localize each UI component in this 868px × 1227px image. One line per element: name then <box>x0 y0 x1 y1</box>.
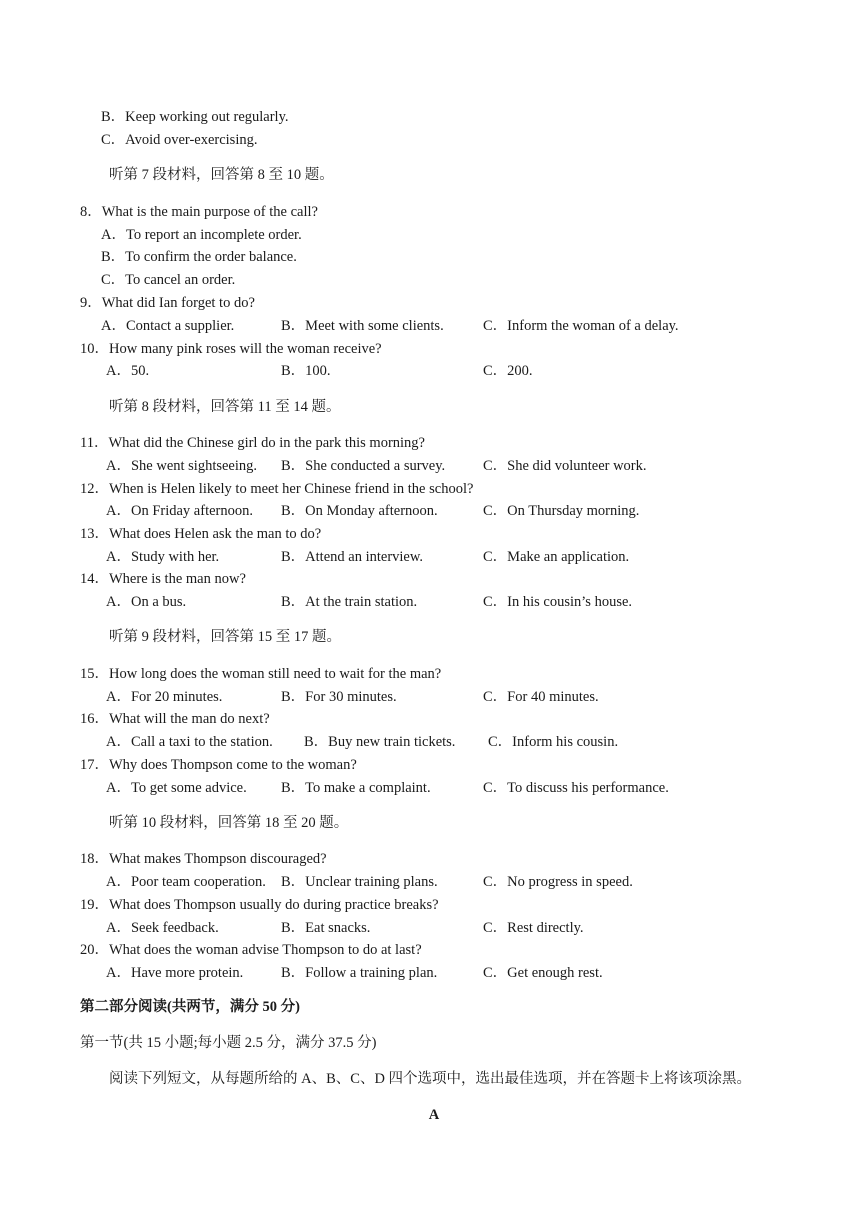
q17-option-b: B．To make a complaint. <box>281 780 431 796</box>
q16-option-c: C．Inform his cousin. <box>488 734 619 750</box>
question-8: 8．What is the main purpose of the call? <box>80 204 318 220</box>
question-15: 15．How long does the woman still need to wait for the man? <box>80 666 442 682</box>
q9-option-b: B．Meet with some clients. <box>281 318 444 334</box>
question-19: 19．What does Thompson usually do during practice breaks? <box>80 897 439 913</box>
q14-option-b: B．At the train station. <box>281 594 418 610</box>
q15-option-c: C．For 40 minutes. <box>483 689 599 705</box>
q16-option-a: A．Call a taxi to the station. <box>106 734 273 750</box>
q15-option-a: A．For 20 minutes. <box>106 689 223 705</box>
part-two-section-one: 第一节(共 15 小题;每小题 2.5 分，满分 37.5 分) <box>80 1035 377 1051</box>
q8-option-a: A．To report an incomplete order. <box>101 227 302 243</box>
question-10: 10．How many pink roses will the woman receive? <box>80 341 382 357</box>
question-11: 11．What did the Chinese girl do in the park this morning? <box>80 435 425 451</box>
question-13: 13．What does Helen ask the man to do? <box>80 526 322 542</box>
q13-option-b: B．Attend an interview. <box>281 549 424 565</box>
reading-instruction: 阅读下列短文，从每题所给的 A、B、C、D 四个选项中，选出最佳选项，并在答题卡上将该项涂黑。 <box>109 1071 752 1087</box>
q11-option-c: C．She did volunteer work. <box>483 458 647 474</box>
q17-option-c: C．To discuss his performance. <box>483 780 669 796</box>
question-14: 14．Where is the man now? <box>80 571 246 587</box>
q17-option-a: A．To get some advice. <box>106 780 247 796</box>
q10-option-a: A．50. <box>106 363 150 379</box>
q13-option-c: C．Make an application. <box>483 549 630 565</box>
question-16: 16．What will the man do next? <box>80 711 270 727</box>
q13-option-a: A．Study with her. <box>106 549 220 565</box>
q8-option-b: B．To confirm the order balance. <box>101 249 297 265</box>
q20-option-a: A．Have more protein. <box>106 965 244 981</box>
q10-option-b: B．100. <box>281 363 331 379</box>
q18-option-c: C．No progress in speed. <box>483 874 633 890</box>
question-17: 17．Why does Thompson come to the woman? <box>80 757 357 773</box>
section-heading-9: 听第 9 段材料，回答第 15 至 17 题。 <box>109 629 341 645</box>
q12-option-a: A．On Friday afternoon. <box>106 503 253 519</box>
q9-option-c: C．Inform the woman of a delay. <box>483 318 679 334</box>
q11-option-b: B．She conducted a survey. <box>281 458 446 474</box>
q12-option-c: C．On Thursday morning. <box>483 503 640 519</box>
q18-option-a: A．Poor team cooperation. <box>106 874 266 890</box>
q15-option-b: B．For 30 minutes. <box>281 689 397 705</box>
q10-option-c: C．200. <box>483 363 533 379</box>
q9-option-a: A．Contact a supplier. <box>101 318 235 334</box>
question-20: 20．What does the woman advise Thompson to do at last? <box>80 942 422 958</box>
option-c: C．Avoid over-exercising. <box>101 132 258 148</box>
q20-option-c: C．Get enough rest. <box>483 965 603 981</box>
section-heading-8: 听第 8 段材料，回答第 11 至 14 题。 <box>109 399 341 415</box>
q16-option-b: B．Buy new train tickets. <box>304 734 456 750</box>
option-b: B．Keep working out regularly. <box>101 109 289 125</box>
q8-option-c: C．To cancel an order. <box>101 272 236 288</box>
q14-option-a: A．On a bus. <box>106 594 187 610</box>
q19-option-c: C．Rest directly. <box>483 920 584 936</box>
question-18: 18．What makes Thompson discouraged? <box>80 851 327 867</box>
section-heading-7: 听第 7 段材料，回答第 8 至 10 题。 <box>109 167 334 183</box>
passage-label: A <box>428 1107 440 1123</box>
q11-option-a: A．She went sightseeing. <box>106 458 258 474</box>
q20-option-b: B．Follow a training plan. <box>281 965 438 981</box>
question-9: 9．What did Ian forget to do? <box>80 295 255 311</box>
section-heading-10: 听第 10 段材料，回答第 18 至 20 题。 <box>109 815 349 831</box>
q14-option-c: C．In his cousin’s house. <box>483 594 633 610</box>
part-two-title: 第二部分阅读(共两节，满分 50 分) <box>80 999 300 1015</box>
q18-option-b: B．Unclear training plans. <box>281 874 438 890</box>
q19-option-b: B．Eat snacks. <box>281 920 371 936</box>
question-12: 12．When is Helen likely to meet her Chinese friend in the school? <box>80 481 474 497</box>
q12-option-b: B．On Monday afternoon. <box>281 503 438 519</box>
q19-option-a: A．Seek feedback. <box>106 920 219 936</box>
